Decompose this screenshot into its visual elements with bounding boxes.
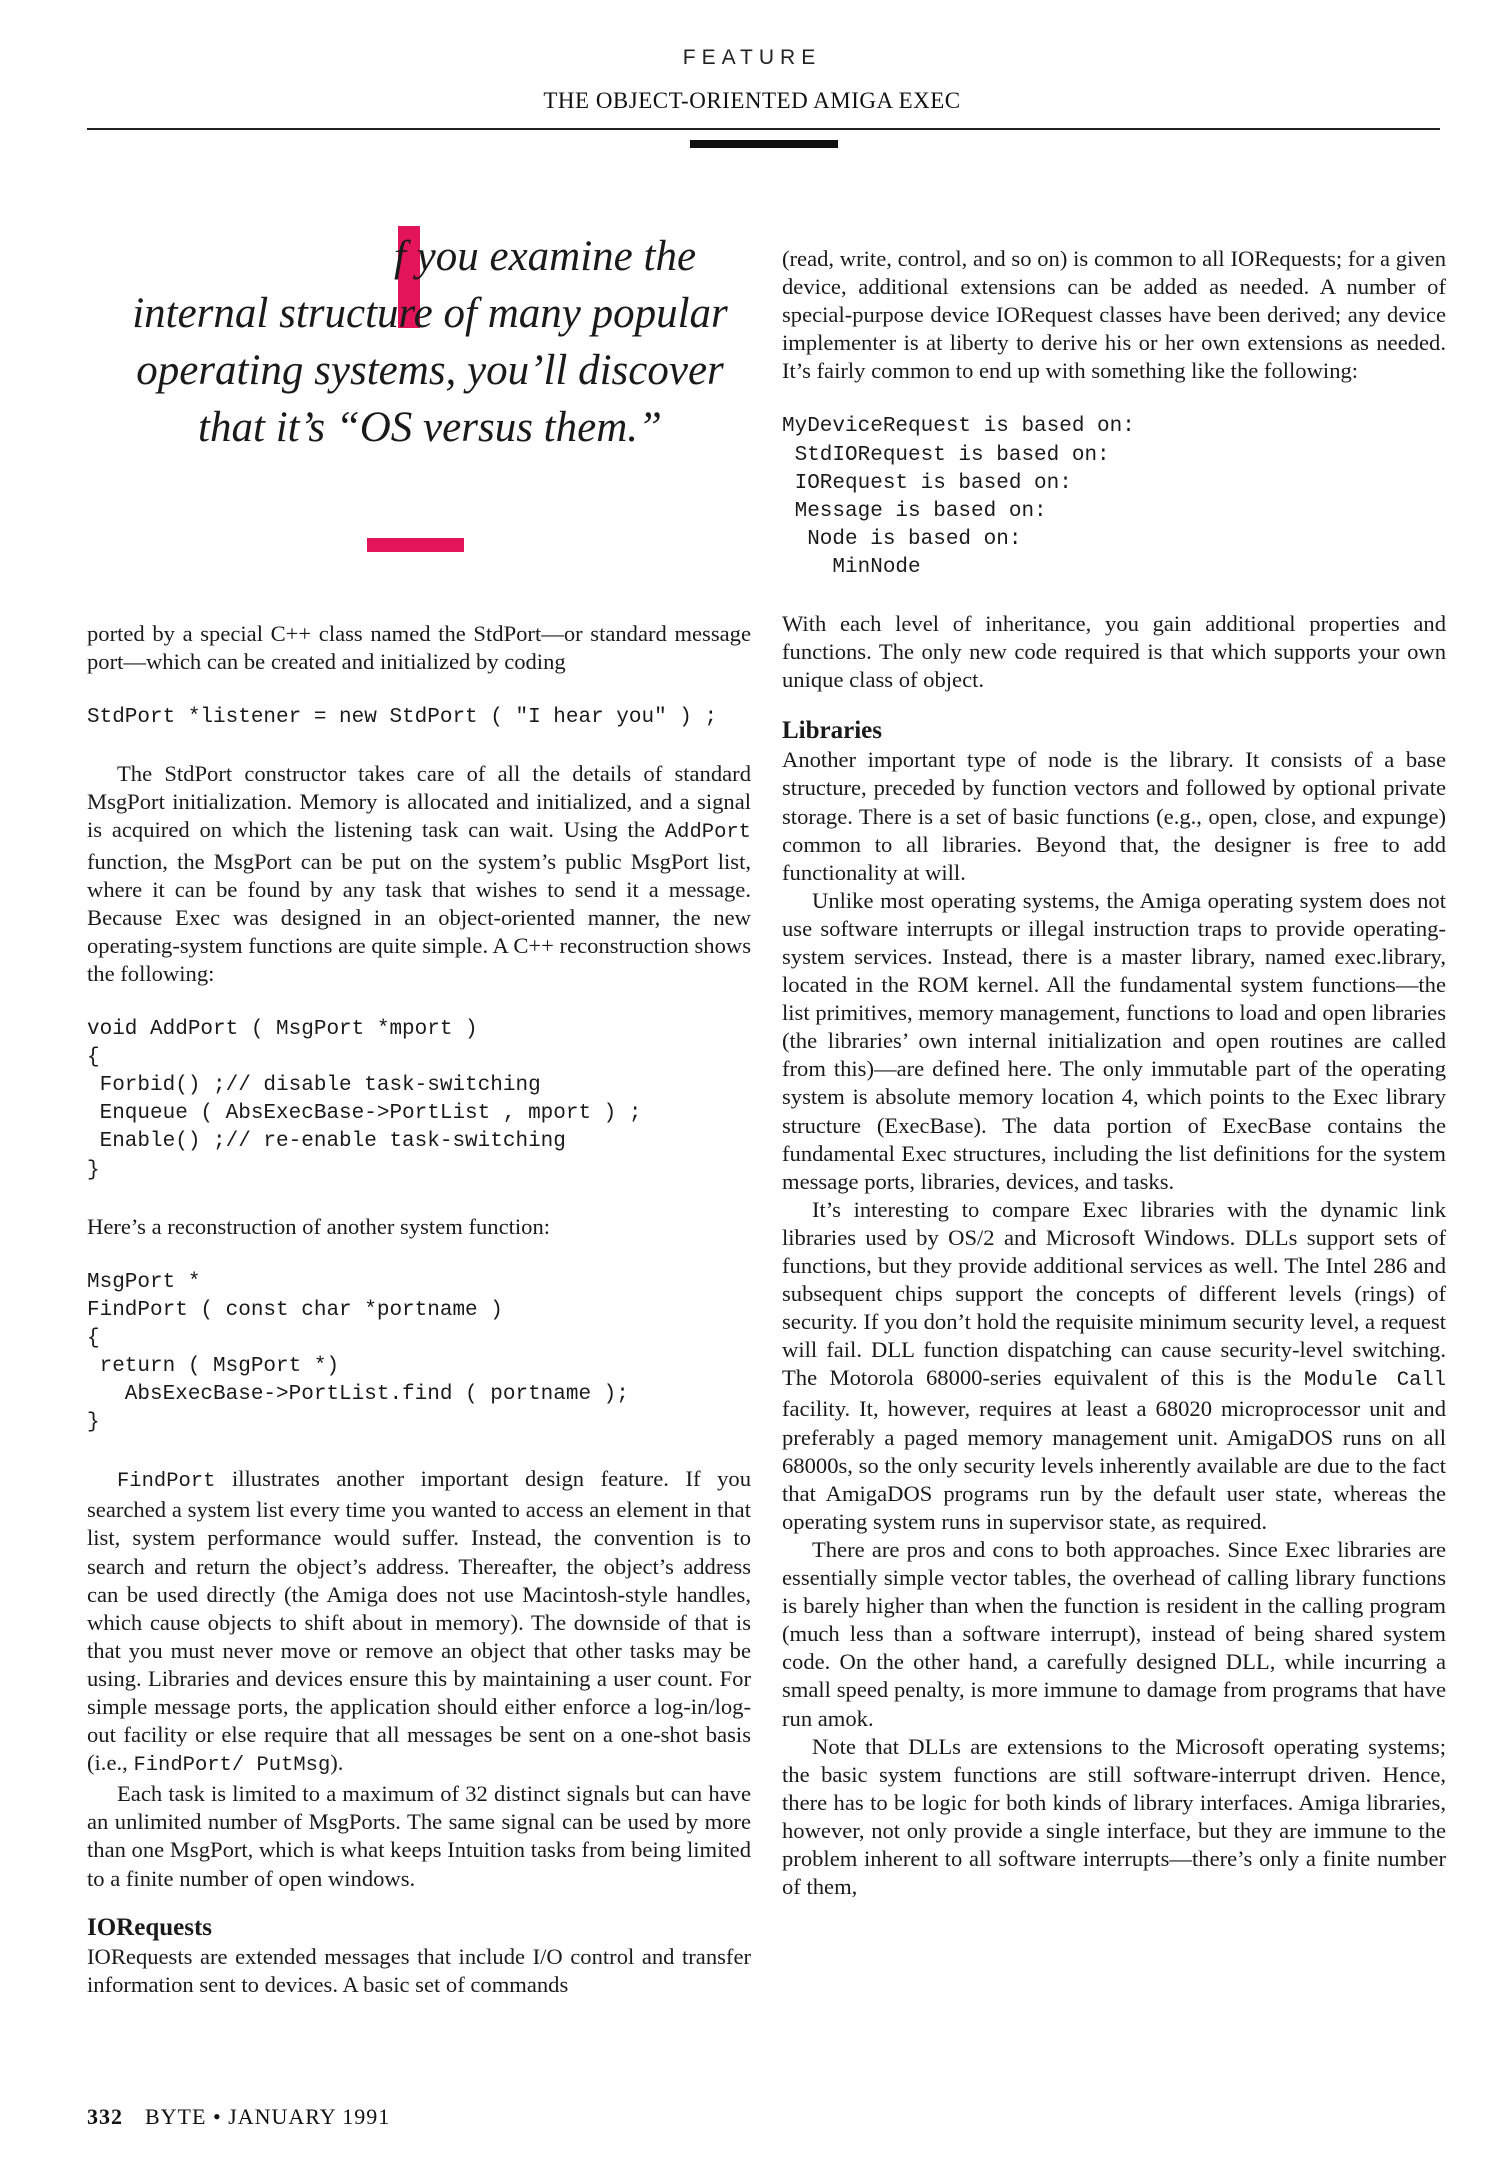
pull-quote-line-3: operating systems, you’ll discover	[136, 347, 724, 394]
page-footer	[87, 2104, 390, 2130]
page-header	[0, 0, 1504, 150]
code-block-addport: void AddPort ( MsgPort *mport ) { Forbid() ;// disable task-switching Enqueue ( AbsExecBase->PortList , mport ) ; Enable() ;// re-enable task-switching }	[87, 1018, 642, 1182]
paragraph: FindPort illustrates another important design feature. If you searched a system list every time you wanted to access an element in that list, system performance would suffer. Instead, the convention is to search and return the object’s address. Thereafter, the object’s address can be used directly (the Amiga does not use Macintosh-style handles, which cause objects to shift about in memory). The downside of that is that you must never move or remove an object that other tasks may be using. Libraries and devices ensure this by maintaining a user count. For simple message ports, the application should either enforce a log-in/log-out facility or else require that all messages be sent on a one-shot basis (i.e., FindPort/ PutMsg).	[87, 1466, 751, 1778]
paragraph: Note that DLLs are extensions to the Microsoft operating systems; the basic system functions are still software-interrupt driven. Hence, there has to be logic for both kinds of library interfaces. Amiga libraries, however, not only provide a single interface, but they are immune to the problem inherent to all software interrupts—there’s only a finite number of them,	[782, 1733, 1446, 1900]
header-rule-bar	[690, 140, 838, 148]
section-kicker: FEATURE	[682, 46, 822, 69]
article-title: THE OBJECT-ORIENTED AMIGA EXEC	[543, 88, 961, 113]
left-column	[87, 620, 751, 1999]
pull-quote	[110, 228, 750, 456]
paragraph: There are pros and cons to both approaches. Since Exec libraries are essentially simple vector tables, the overhead of calling library functions is barely higher than when the function is resident in the calling program (much less than a software interrupt), instead of being shared system code. On the other hand, a carefully designed DLL, while incurring a small speed penalty, is more immune to damage from programs that have run amok.	[782, 1536, 1446, 1731]
code-block-findport: MsgPort * FindPort ( const char *portname ) { return ( MsgPort *) AbsExecBase->PortList.find ( portname ); }	[87, 1270, 629, 1435]
pull-quote-line-2: internal structure of many popular	[132, 290, 728, 337]
paragraph: ported by a special C++ class named the StdPort—or standard message port—which can be created and initialized by coding	[87, 621, 751, 675]
code-block-inheritance: MyDeviceRequest is based on: StdIORequest is based on: IORequest is based on: Message is based on: Node is based on: MinNode	[782, 415, 1135, 579]
right-column	[782, 245, 1446, 1901]
pull-quote-line-1: f you examine the	[393, 233, 697, 280]
paragraph: The StdPort constructor takes care of all the details of standard MsgPort initialization. Memory is allocated and initialized, and a signal is acquired on which the listening task can wait. Using the AddPort function, the MsgPort can be put on the system’s public MsgPort list, where it can be found by any task that wishes to send it a message. Because Exec was designed in an object-oriented manner, the new operating-system functions are quite simple. A C++ reconstruction shows the following:	[87, 761, 751, 986]
issue-label: BYTE • JANUARY 1991	[145, 2104, 391, 2129]
code-block-stdport: StdPort *listener = new StdPort ( "I hear you" ) ;	[87, 706, 718, 730]
page-number: 332	[87, 2104, 123, 2129]
paragraph: With each level of inheritance, you gain additional properties and functions. The only new code required is that which supports your own unique class of object.	[782, 611, 1446, 693]
paragraph: Here’s a reconstruction of another system function:	[87, 1213, 551, 1239]
paragraph: Another important type of node is the library. It consists of a base structure, preceded by function vectors and followed by optional private storage. There is a set of basic functions (e.g., open, close, and expunge) common to all libraries. Beyond that, the designer is free to add functionality at will.	[782, 747, 1446, 885]
pull-quote-line-4: that it’s “OS versus them.”	[198, 404, 662, 451]
paragraph: Each task is limited to a maximum of 32 distinct signals but can have an unlimited number of MsgPorts. The same signal can be used by more than one MsgPort, which is what keeps Intuition tasks from being limited to a finite number of open windows.	[87, 1781, 751, 1891]
pull-quote-dash	[367, 538, 464, 552]
section-heading-iorequests: IORequests	[87, 1913, 213, 1941]
section-heading-libraries: Libraries	[782, 717, 882, 745]
paragraph: IORequests are extended messages that include I/O control and transfer information sent to devices. A basic set of commands	[87, 1943, 751, 1997]
paragraph: Unlike most operating systems, the Amiga operating system does not use software interrupts or illegal instruction traps to provide operating-system services. Instead, there is a master library, named exec.library, located in the ROM kernel. All the fundamental system functions—the list primitives, memory management, functions to load and open libraries (the libraries’ own internal initialization and open routines are called from this)—are defined here. The only immutable part of the operating system is absolute memory location 4, which points to the Exec library structure (ExecBase). The data portion of ExecBase contains the fundamental Exec structures, including the list definitions for the system message ports, libraries, devices, and tasks.	[782, 887, 1446, 1194]
header-rule	[87, 128, 1440, 130]
paragraph: (read, write, control, and so on) is common to all IORequests; for a given device, additional extensions can be added as needed. A number of special-purpose device IORequest classes have been derived; any device implementer is at liberty to derive his or her own extensions as needed. It’s fairly common to end up with something like the following:	[782, 246, 1446, 384]
paragraph: It’s interesting to compare Exec libraries with the dynamic link libraries used by OS/2 and Microsoft Windows. DLLs support sets of functions, but they provide additional services as well. The Intel 286 and subsequent chips support the concepts of different levels (rings) of security. If you don’t hold the requisite minimum security level, a request will fail. DLL function dispatching can cause security-level switching. The Motorola 68000-series equivalent of this is the Module Call facility. It, however, requires at least a 68020 microprocessor unit and preferably a paged memory management unit. AmigaDOS runs on all 68000s, so the only security levels inherently available are due to the fact that AmigaDOS programs run by the default user state, whereas the operating system runs in supervisor state, as required.	[782, 1196, 1447, 1534]
